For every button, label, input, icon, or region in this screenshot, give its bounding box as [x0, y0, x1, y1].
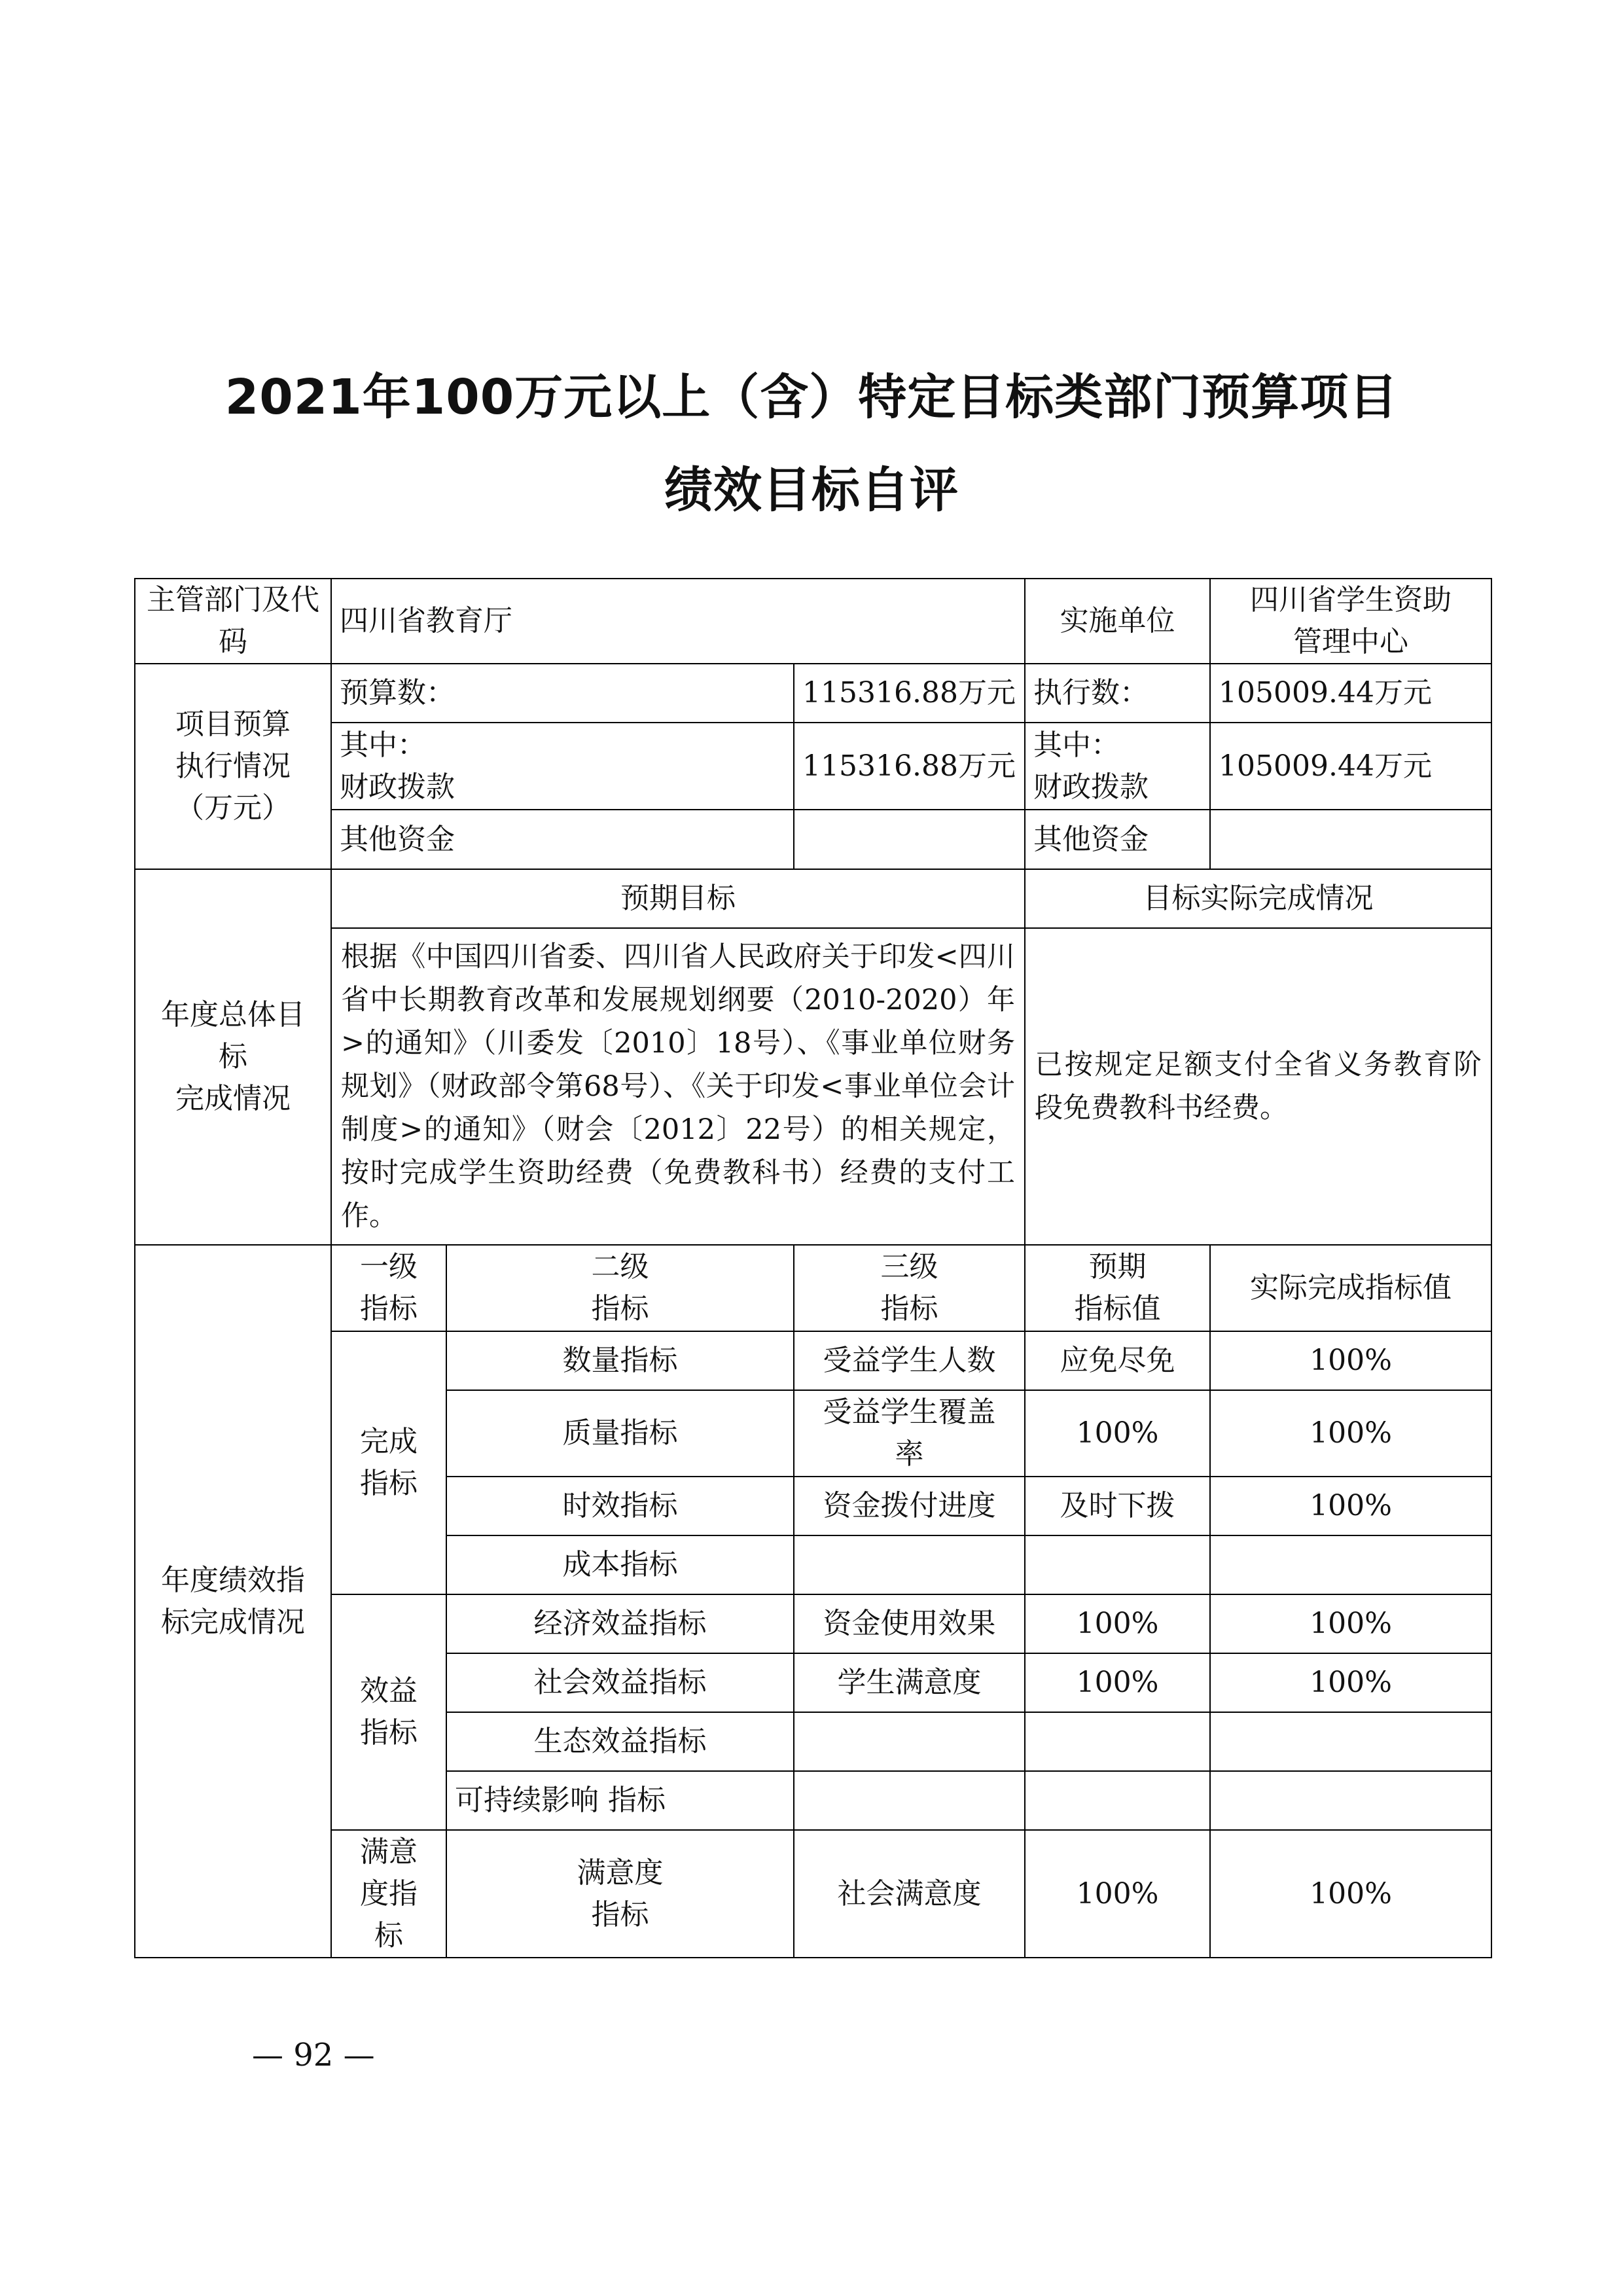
level3-cell: 资金拨付进度 [794, 1477, 1025, 1535]
actual-value-cell [1210, 1712, 1491, 1771]
budget-amount-value: 115316.88万元 [794, 664, 1025, 723]
level2-cell: 质量指标 [446, 1390, 794, 1477]
budget-label-line3: （万元） [175, 791, 291, 825]
group-benefit-label [331, 1594, 446, 1830]
indicators-label-line1: 年度绩效指 [161, 1563, 305, 1597]
group-output-line2: 指标 [360, 1467, 418, 1500]
col-expected-line1: 预期 [1088, 1250, 1147, 1283]
level3-cell [794, 1771, 1025, 1830]
expected-value-cell: 100% [1025, 1830, 1210, 1958]
level2-line1: 满意度 [577, 1856, 664, 1890]
other-budget-value [794, 810, 1025, 869]
level3-cell: 社会满意度 [794, 1830, 1025, 1958]
dept-label: 主管部门及代码 [135, 579, 331, 664]
actual-goal-text: 已按规定足额支付全省义务教育阶段免费教科书经费。 [1025, 928, 1491, 1245]
expected-value-cell: 及时下拨 [1025, 1477, 1210, 1535]
actual-value-cell: 100% [1210, 1331, 1491, 1390]
actual-value-cell [1210, 1535, 1491, 1594]
fiscal-exec-value: 105009.44万元 [1210, 723, 1491, 810]
col-level3-line1: 三级 [880, 1250, 938, 1283]
page-number: — 92 — [252, 2037, 375, 2073]
budget-amount-label: 预算数： [331, 664, 794, 723]
fiscal-budget-label-line2: 财政拨款 [340, 770, 455, 804]
impl-value [1210, 579, 1491, 664]
level3-cell [794, 1535, 1025, 1594]
group-satisfaction-line3: 标 [374, 1918, 403, 1952]
group-satisfaction-line1: 满意 [360, 1835, 418, 1869]
expected-value-cell: 100% [1025, 1594, 1210, 1653]
table-row-goal-text [135, 928, 1491, 1245]
table-row [135, 1594, 1491, 1653]
table-row [135, 1830, 1491, 1958]
fiscal-exec-label-line1: 其中： [1033, 728, 1120, 762]
group-benefit-line2: 指标 [360, 1716, 418, 1749]
level3-cell: 学生满意度 [794, 1653, 1025, 1712]
level2-cell: 生态效益指标 [446, 1712, 794, 1771]
level2-cell: 社会效益指标 [446, 1653, 794, 1712]
level2-line2: 指标 [591, 1897, 649, 1931]
dept-value: 四川省教育厅 [331, 579, 1025, 664]
col-level1-line2: 指标 [360, 1292, 418, 1325]
fiscal-exec-label-line2: 财政拨款 [1033, 770, 1149, 804]
actual-value-cell: 100% [1210, 1390, 1491, 1477]
document-subtitle: 绩效目标自评 [664, 462, 959, 518]
level3-cell [794, 1390, 1025, 1477]
budget-label-line2: 执行情况 [175, 749, 291, 783]
table-row-budget [135, 664, 1491, 723]
actual-value-cell: 100% [1210, 1830, 1491, 1958]
impl-value-line1: 四川省学生资助 [1250, 583, 1452, 617]
fiscal-budget-value: 115316.88万元 [794, 723, 1025, 810]
exec-amount-value: 105009.44万元 [1210, 664, 1491, 723]
actual-value-cell [1210, 1771, 1491, 1830]
expected-value-cell: 100% [1025, 1653, 1210, 1712]
overall-label-line1: 年度总体目 [161, 998, 305, 1031]
level2-cell: 数量指标 [446, 1331, 794, 1390]
document-title: 2021年100万元以上（含）特定目标类部门预算项目 [224, 369, 1399, 425]
col-level2-header [446, 1245, 794, 1331]
group-satisfaction-line2: 度指 [360, 1876, 418, 1910]
indicators-label-line2: 标完成情况 [161, 1605, 305, 1639]
level3-cell: 受益学生人数 [794, 1331, 1025, 1390]
actual-value-cell: 100% [1210, 1653, 1491, 1712]
performance-evaluation-table [134, 578, 1492, 1958]
level2-cell: 经济效益指标 [446, 1594, 794, 1653]
col-level2-line1: 二级 [591, 1250, 649, 1283]
fiscal-exec-label [1025, 723, 1210, 810]
group-benefit-line1: 效益 [360, 1674, 418, 1708]
fiscal-budget-label-line1: 其中： [340, 728, 426, 762]
expected-value-cell [1025, 1535, 1210, 1594]
level3-line2: 率 [895, 1437, 924, 1471]
col-level1-line1: 一级 [360, 1250, 418, 1283]
table-row [135, 1331, 1491, 1390]
impl-label: 实施单位 [1025, 579, 1210, 664]
fiscal-budget-label [331, 723, 794, 810]
col-expected-line2: 指标值 [1074, 1292, 1161, 1325]
group-output-label [331, 1331, 446, 1594]
expected-value-cell [1025, 1771, 1210, 1830]
expected-goal-header: 预期目标 [331, 869, 1025, 928]
actual-value-cell: 100% [1210, 1477, 1491, 1535]
level2-cell [446, 1830, 794, 1958]
level3-cell [794, 1712, 1025, 1771]
group-output-line1: 完成 [360, 1425, 418, 1458]
other-exec-value [1210, 810, 1491, 869]
budget-section-label [135, 664, 331, 869]
indicators-section-label [135, 1245, 331, 1958]
actual-goal-header: 目标实际完成情况 [1025, 869, 1491, 928]
col-expected-header [1025, 1245, 1210, 1331]
level2-cell: 成本指标 [446, 1535, 794, 1594]
other-budget-label: 其他资金 [331, 810, 794, 869]
table-row-department [135, 579, 1491, 664]
budget-label-line1: 项目预算 [175, 708, 291, 741]
col-level3-header [794, 1245, 1025, 1331]
table-row-goal-headers [135, 869, 1491, 928]
col-actual-header: 实际完成指标值 [1210, 1245, 1491, 1331]
expected-value-cell: 应免尽免 [1025, 1331, 1210, 1390]
level3-line1: 受益学生覆盖 [823, 1395, 996, 1429]
expected-goal-text: 根据《中国四川省委、四川省人民政府关于印发<四川省中长期教育改革和发展规划纲要（2010-2020）年>的通知》（川委发〔2010〕18号）、《事业单位财务规划》（财政部令第68号）、《关于印发<事业单位会计制度>的通知》（财会〔2012〕22号）的相关规定，按时完成学生资助经费（免费教科书）经费的支付工作。 [331, 928, 1025, 1245]
actual-value-cell: 100% [1210, 1594, 1491, 1653]
expected-value-cell: 100% [1025, 1390, 1210, 1477]
level3-cell: 资金使用效果 [794, 1594, 1025, 1653]
table-row-indicator-headers [135, 1245, 1491, 1331]
level2-cell: 时效指标 [446, 1477, 794, 1535]
expected-value-cell [1025, 1712, 1210, 1771]
other-exec-label: 其他资金 [1025, 810, 1210, 869]
col-level3-line2: 指标 [880, 1292, 938, 1325]
table-row-fiscal [135, 723, 1491, 810]
overall-label-line3: 完成情况 [175, 1082, 291, 1115]
col-level2-line2: 指标 [591, 1292, 649, 1325]
exec-amount-label: 执行数： [1025, 664, 1210, 723]
table-row-other-funds [135, 810, 1491, 869]
impl-value-line2: 管理中心 [1293, 625, 1409, 658]
level2-cell: 可持续影响 指标 [446, 1771, 794, 1830]
group-satisfaction-label [331, 1830, 446, 1958]
overall-label-line2: 标 [219, 1040, 247, 1073]
col-level1-header [331, 1245, 446, 1331]
overall-section-label [135, 869, 331, 1245]
